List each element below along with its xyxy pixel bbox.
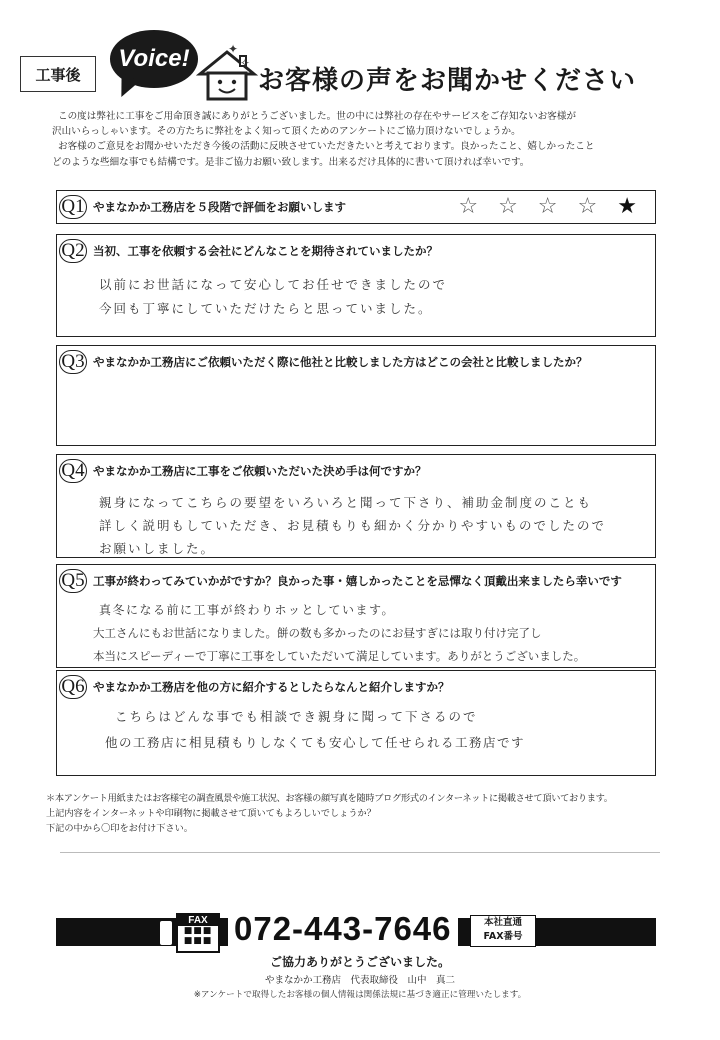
- privacy-note: ※アンケートで取得したお客様の個人情報は関係法規に基づき適正に管理いたします。: [193, 990, 527, 1000]
- divider: [60, 852, 660, 853]
- intro-line: お客様のご意見をお聞かせいただき今後の活動に反映させていただきたいと考えております。良かったこと、嬉しかったこと: [58, 141, 595, 153]
- handwritten-answer-line: 親身になってこちらの要望をいろいろと聞って下さり、補助金制度のことも: [99, 495, 593, 510]
- question-box-q3: [56, 345, 656, 446]
- keypad-icon: ■■■ ■■■: [183, 926, 213, 946]
- intro-line: どのような些細な事でも結構です。是非ご協力お願い致します。出来るだけ具体的に書いて頂ければ幸いです。: [52, 156, 530, 168]
- question-text: 工事が終わってみていかがですか？良かった事・嬉しかったことを忌憚なく頂戴出来ましたら幸いです: [93, 574, 622, 588]
- handwritten-answer-line: 真冬になる前に工事が終わりホッとしています。: [99, 603, 396, 617]
- handwritten-answer-line: お願いしました。: [99, 541, 216, 556]
- intro-text: [52, 109, 668, 170]
- question-number: Q5: [59, 569, 87, 593]
- voice-bubble: Voice!: [110, 30, 198, 88]
- footnote-line: 上記内容をインターネットや印刷物に掲載させて頂いてもよろしいでしょうか？: [46, 808, 376, 819]
- star-outline-icon[interactable]: ☆: [458, 194, 479, 219]
- footnote-line: 下記の中から〇印をお付け下さい。: [46, 823, 193, 834]
- intro-line: この度は弊社に工事をご用命頂き誠にありがとうございました。世の中には弊社の存在やサービスをご存知ないお客様が: [58, 111, 577, 122]
- intro-line: 沢山いらっしゃいます。その方たちに弊社をよく知って頂くためのアンケートにご協力頂けないでしょうか。: [52, 126, 521, 138]
- question-text: やまなかか工務店を他の方に紹介するとしたらなんと紹介しますか？: [93, 680, 450, 694]
- fax-number: 072-443-7646: [228, 909, 458, 949]
- fax-machine-icon: [176, 913, 220, 953]
- handwritten-answer-line: 詳しく説明もしていただき、お見積もりも細かく分かりやすいものでしたので: [99, 518, 607, 533]
- question-box-q5: [56, 564, 656, 668]
- star-outline-icon[interactable]: ☆: [537, 194, 558, 219]
- question-text: やまなかか工務店にご依頼いただく際に他社と比較しました方はどこの会社と比較しましたか？: [93, 355, 588, 369]
- question-box-q2: [56, 234, 656, 337]
- handwritten-answer-line: こちらはどんな事でも相談でき親身に聞って下さるので: [115, 709, 478, 724]
- fax-side-label-line: 本社直通: [483, 917, 522, 928]
- footnote-line: ＊本アンケート用紙またはお客様宅の調査風景や施工状況、お客様の顔写真を随時ブログ形式のインターネットに掲載させて頂いております。: [46, 793, 613, 804]
- handwritten-answer-line: 他の工務店に相見積もりしなくても安心して任せられる工務店です: [105, 735, 526, 750]
- house-smile-icon: [196, 46, 258, 102]
- question-number: Q6: [59, 675, 87, 699]
- question-box-q4: [56, 454, 656, 558]
- star-outline-icon[interactable]: ☆: [577, 194, 598, 219]
- consent-footnote: [46, 791, 686, 836]
- sparkle-icon: ✧: [240, 56, 251, 70]
- question-box-q1: [56, 190, 656, 224]
- star-filled-icon[interactable]: ★: [617, 194, 637, 219]
- rating-stars[interactable]: [458, 195, 637, 219]
- star-outline-icon[interactable]: ☆: [498, 194, 518, 219]
- question-box-q6: [56, 670, 656, 776]
- fax-side-label: [470, 915, 536, 947]
- sparkle-icon: ✦: [228, 42, 239, 56]
- question-text: やまなかか工務店に工事をご依頼いただいた決め手は何ですか？: [93, 464, 427, 478]
- question-text: やまなかか工務店を５段階で評価をお願いします: [93, 200, 346, 214]
- handwritten-answer-line: 以前にお世話になって安心してお任せできましたので: [99, 277, 448, 292]
- handwritten-answer-line: 大工さんにもお世話になりました。餅の数も多かったのにお昼すぎには取り付け完了し: [93, 626, 542, 640]
- after-construction-tag: 工事後: [20, 56, 96, 92]
- question-text: 当初、工事を依頼する会社にどんなことを期待されていましたか？: [93, 244, 438, 258]
- fax-label: FAX: [178, 915, 218, 926]
- phone-icon: [160, 921, 172, 945]
- company-signature: やまなかか工務店 代表取締役 山中 真二: [264, 975, 455, 986]
- thanks-message: ご協力ありがとうございました。: [269, 955, 450, 969]
- page-title: お客様の声をお聞かせください: [258, 66, 637, 96]
- fax-side-label-line: FAX番号: [483, 931, 523, 942]
- handwritten-answer-line: 今回も丁寧にしていただけたらと思っていました。: [99, 301, 433, 316]
- question-number: Q4: [59, 459, 87, 483]
- question-number: Q3: [59, 350, 87, 374]
- question-number: Q1: [59, 195, 87, 219]
- question-number: Q2: [59, 239, 87, 263]
- handwritten-answer-line: 本当にスピーディーで丁寧に工事をしていただいて満足しています。ありがとうございました。: [93, 649, 586, 663]
